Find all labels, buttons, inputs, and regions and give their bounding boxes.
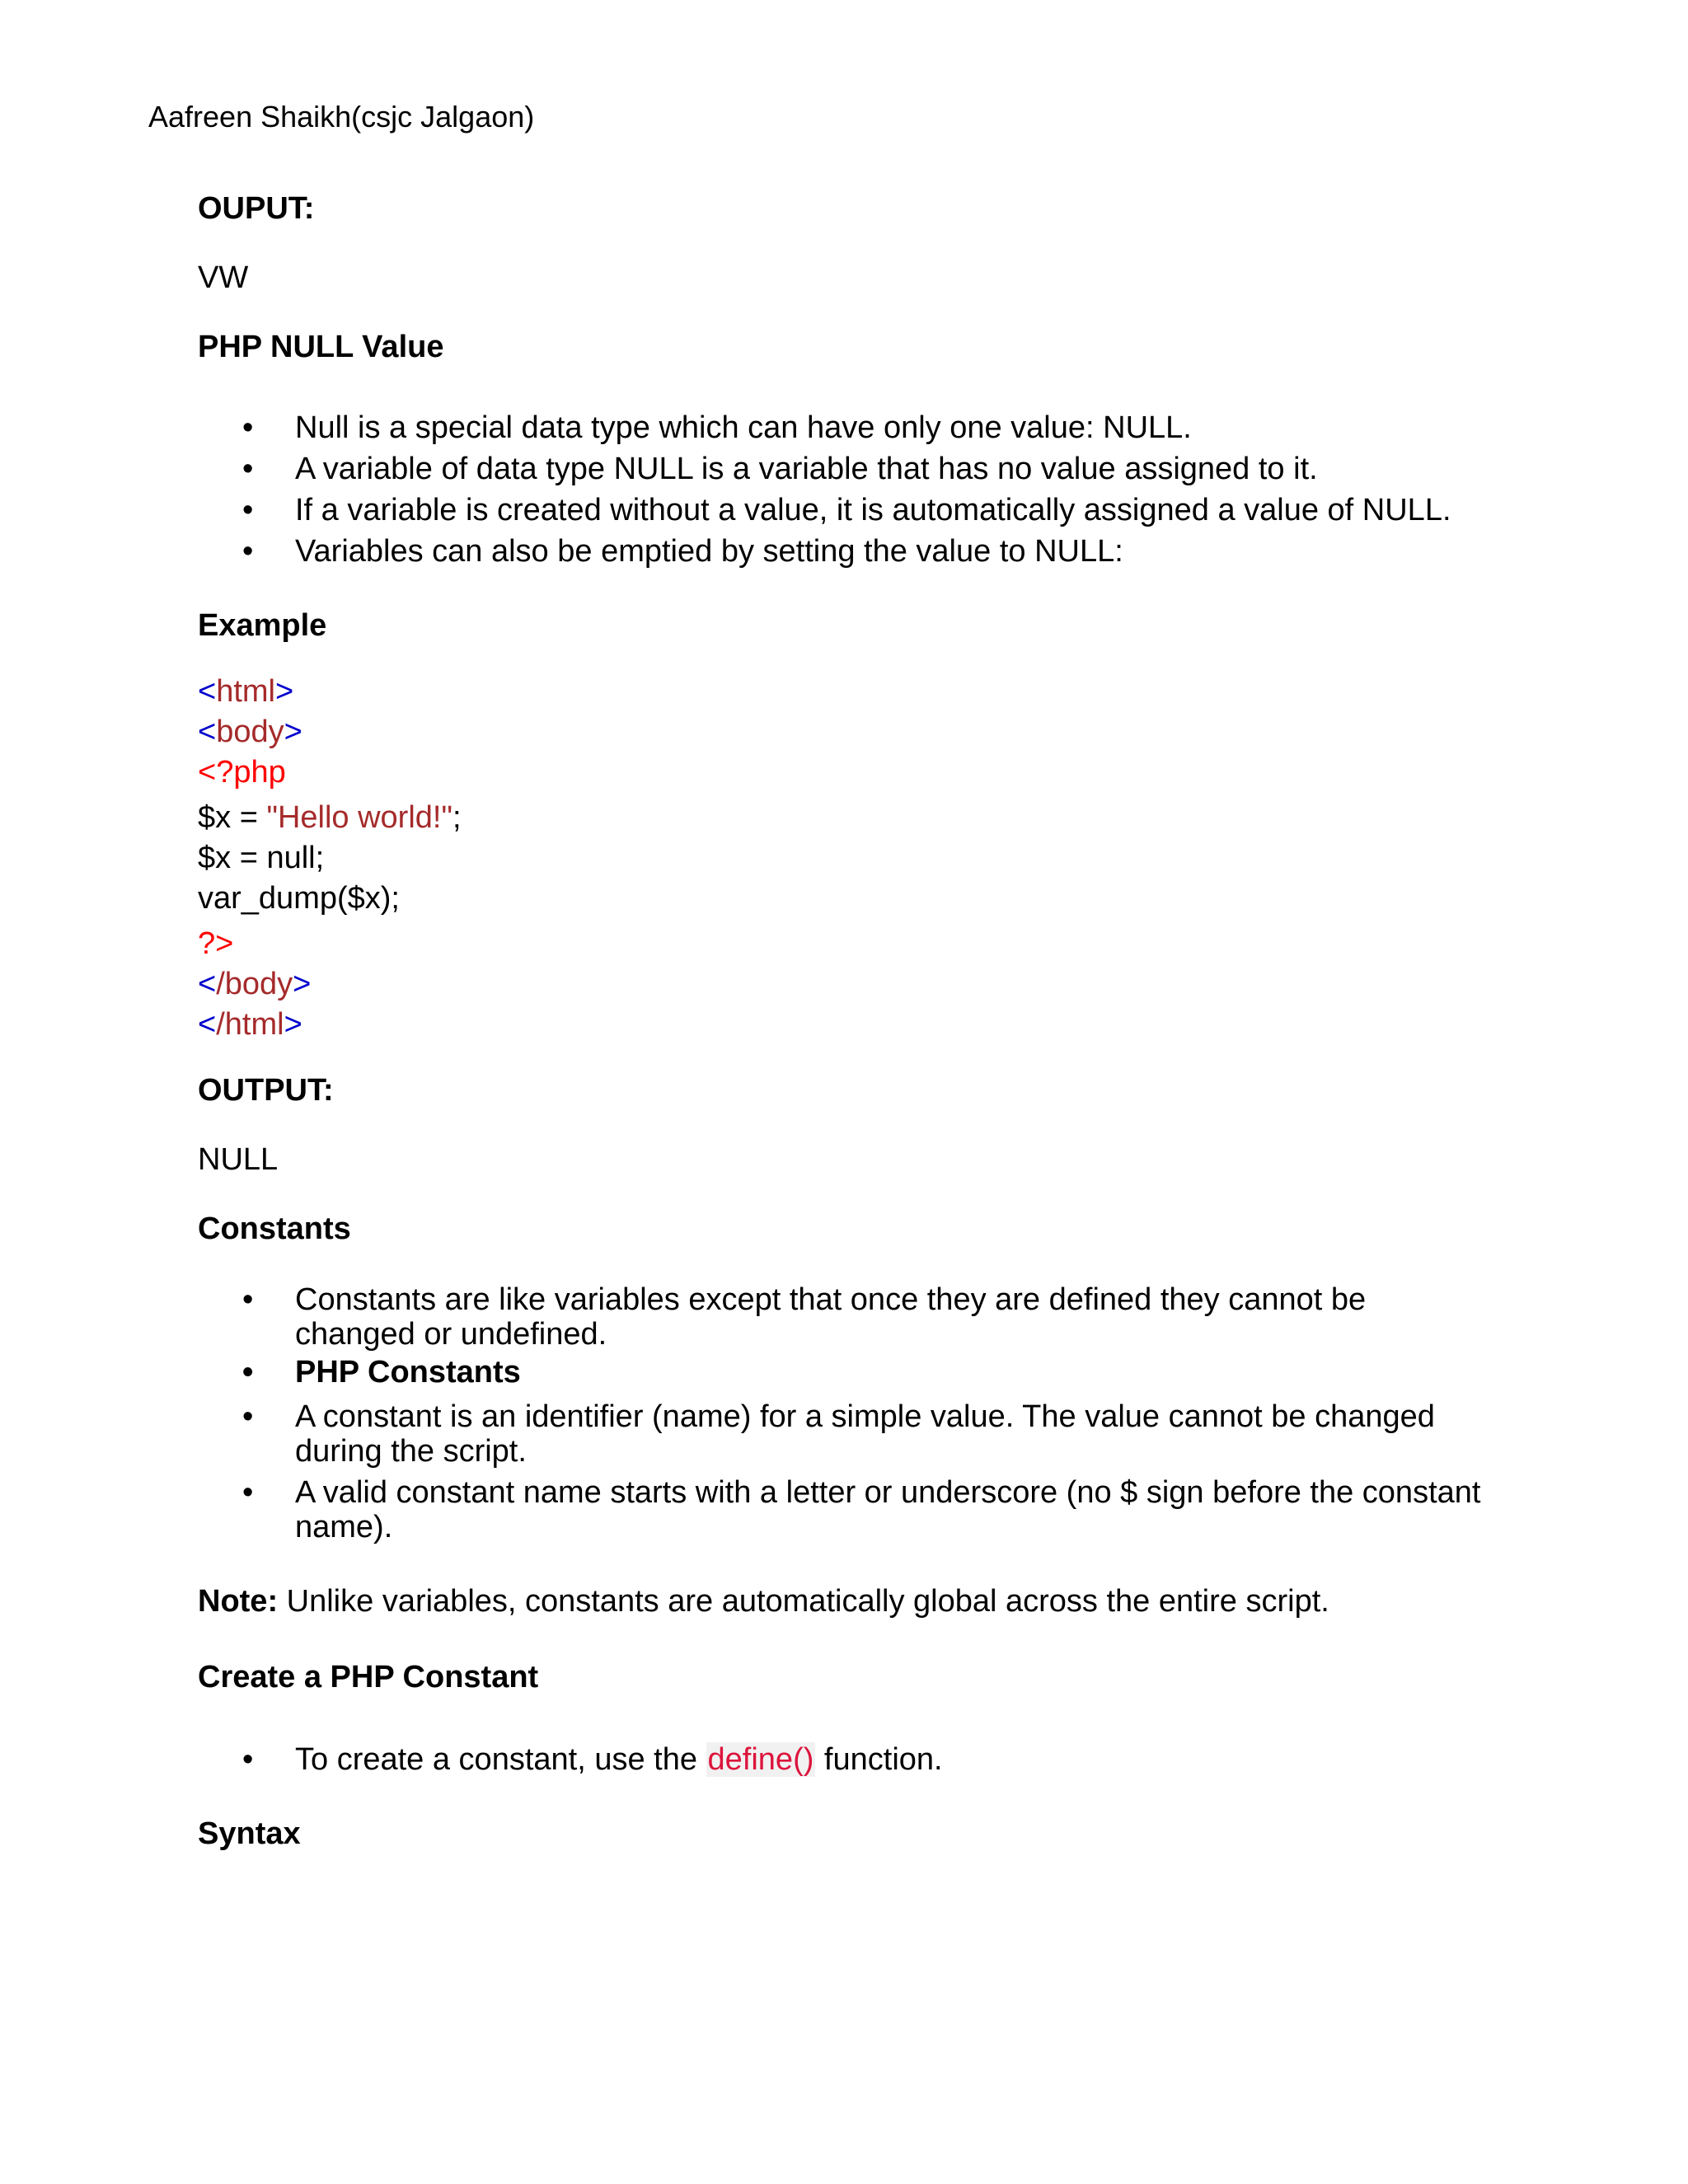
constants-heading: Constants [198,1212,351,1246]
list-item [198,410,1484,445]
output-value-2: NULL [198,1142,279,1177]
define-function-code: define() [707,1742,814,1777]
code-line-body-close: </body> [198,967,312,1001]
list-item-text: If a variable is created without a value, it is automatically assigned a value of NULL. [295,493,1451,527]
code-line-assign-null: $x = null; [198,841,325,875]
bullet-dot: • [242,1282,254,1317]
note-label: Note: [198,1584,279,1619]
list-item-text: To create a constant, use the [295,1742,706,1777]
code-line-var-dump: var_dump($x); [198,881,400,916]
list-item-text: PHP Constants [295,1355,521,1390]
list-item [198,1355,1484,1390]
code-line-assign-string: $x = "Hello world!"; [198,800,462,835]
list-item [198,1475,1484,1544]
note-paragraph [198,1582,1484,1620]
syntax-heading: Syntax [198,1816,301,1851]
create-constant-heading: Create a PHP Constant [198,1660,539,1694]
constants-bullet-list [198,1282,1484,1544]
list-item [198,1282,1484,1352]
bullet-dot: • [242,1399,254,1434]
bullet-dot: • [242,1355,254,1390]
list-item-text: A variable of data type NULL is a variable that has no value assigned to it. [295,452,1318,486]
code-line-php-open: <?php [198,755,286,790]
list-item [198,1742,1484,1777]
bullet-dot: • [242,534,254,569]
code-line-php-close: ?> [198,926,234,961]
list-item [198,452,1484,486]
list-item-text: A constant is an identifier (name) for a simple value. The value cannot be changed during the script. [295,1399,1435,1469]
bullet-dot: • [242,493,254,527]
list-item [198,1399,1484,1469]
list-item-text-end: function. [815,1742,943,1777]
code-line-body-open: <body> [198,715,302,749]
list-item-text: Variables can also be emptied by setting the value to NULL: [295,534,1123,569]
list-item-text: A valid constant name starts with a letter or underscore (no $ sign before the constant name). [295,1475,1481,1544]
output-heading-2: OUTPUT: [198,1073,334,1108]
list-item-text: Constants are like variables except that once they are defined they cannot be changed or undefined. [295,1282,1367,1352]
code-line-html-close: </html> [198,1007,302,1042]
list-item [198,493,1484,527]
null-bullet-list [198,410,1484,569]
code-line-html-open: <html> [198,674,294,709]
bullet-dot: • [242,452,254,486]
note-text: Unlike variables, constants are automatically global across the entire script. [278,1584,1329,1619]
bullet-dot: • [242,1742,254,1777]
bullet-dot: • [242,1475,254,1510]
document-content [198,190,1484,1853]
example-heading: Example [198,608,327,643]
bullet-dot: • [242,410,254,445]
code-example [198,672,1484,1045]
output-value: VW [198,260,249,295]
output-heading: OUPUT: [198,191,315,226]
list-item [198,534,1484,569]
null-value-heading: PHP NULL Value [198,330,444,364]
page-header-author: Aafreen Shaikh(csjc Jalgaon) [148,100,535,134]
create-bullet-list [198,1742,1484,1777]
list-item-text: Null is a special data type which can have only one value: NULL. [295,410,1192,445]
